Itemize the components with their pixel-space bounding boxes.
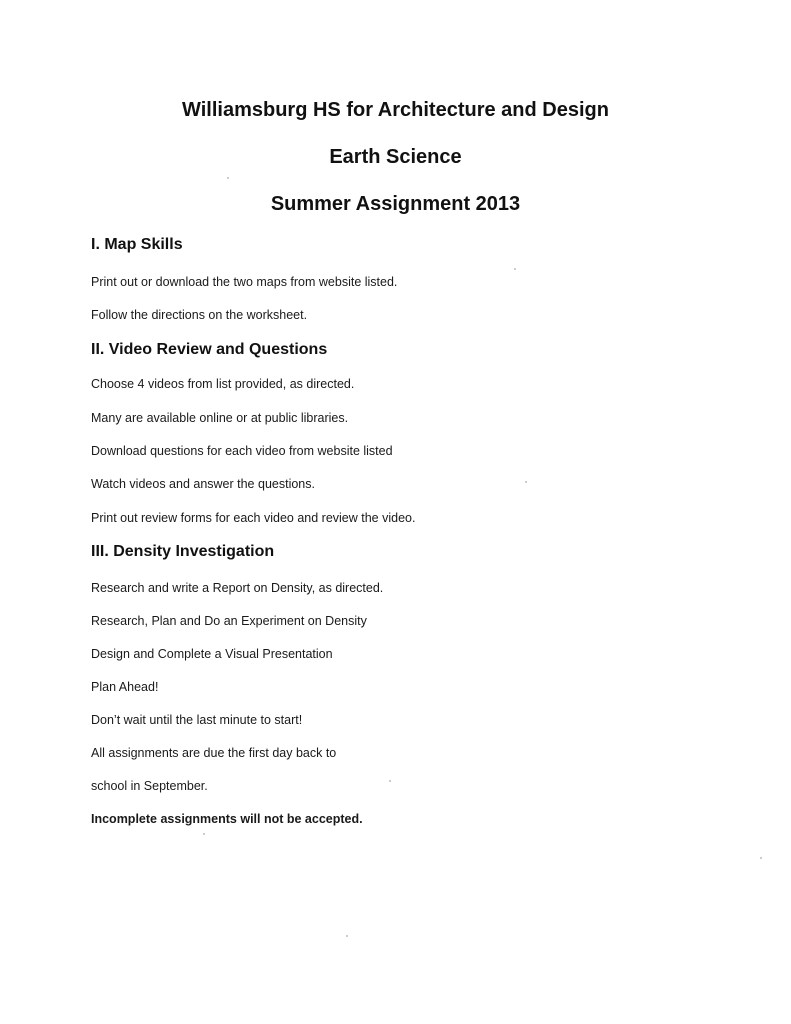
closing-warning: Incomplete assignments will not be accepted. xyxy=(91,812,363,826)
subject-title: Earth Science xyxy=(329,146,462,168)
density-line: Don’t wait until the last minute to start! xyxy=(91,713,303,727)
map-skills-line: Print out or download the two maps from website listed. xyxy=(91,275,398,289)
density-line: Plan Ahead! xyxy=(91,680,159,694)
density-line: Design and Complete a Visual Presentation xyxy=(91,647,333,661)
density-line: Research and write a Report on Density, as directed. xyxy=(91,581,384,595)
school-title: Williamsburg HS for Architecture and Design xyxy=(182,99,609,121)
scan-speck xyxy=(203,833,205,835)
scan-speck xyxy=(346,935,348,937)
assignment-title: Summer Assignment 2013 xyxy=(270,193,521,215)
video-review-line: Many are available online or at public libraries. xyxy=(91,411,349,425)
video-review-line: Print out review forms for each video and review the video. xyxy=(91,511,416,525)
density-line: All assignments are due the first day back to xyxy=(91,746,337,760)
scan-speck xyxy=(514,268,516,270)
video-review-line: Watch videos and answer the questions. xyxy=(91,477,315,491)
section-heading-video-review: II. Video Review and Questions xyxy=(91,341,328,358)
density-line: Research, Plan and Do an Experiment on Density xyxy=(91,614,367,628)
scan-speck xyxy=(760,857,762,859)
density-line: school in September. xyxy=(91,779,208,793)
section-heading-density-investigation: III. Density Investigation xyxy=(91,543,275,560)
scan-speck xyxy=(227,177,229,179)
section-heading-map-skills: I. Map Skills xyxy=(91,236,183,253)
map-skills-line: Follow the directions on the worksheet. xyxy=(91,308,308,322)
video-review-line: Choose 4 videos from list provided, as directed. xyxy=(91,377,355,391)
video-review-line: Download questions for each video from website listed xyxy=(91,444,393,458)
scan-speck xyxy=(389,780,391,782)
scan-speck xyxy=(525,481,527,483)
